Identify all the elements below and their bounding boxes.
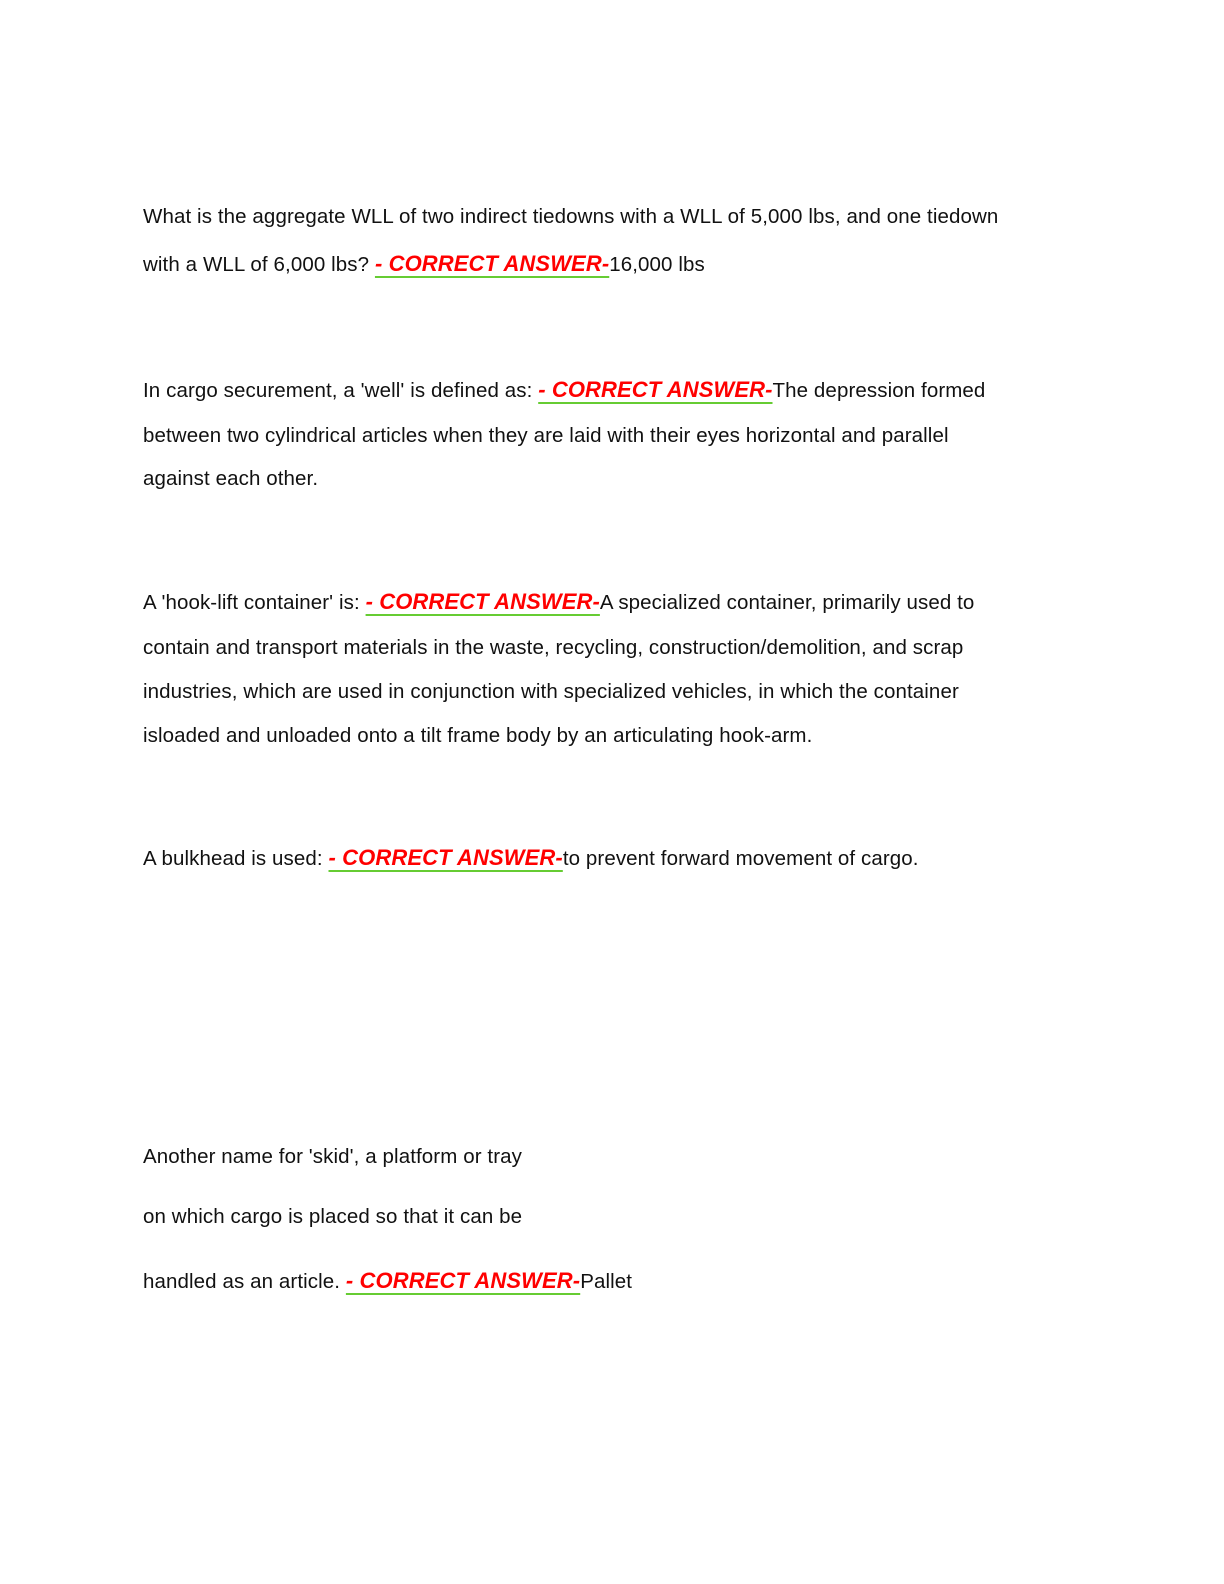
question-4-line-1 [143, 847, 919, 870]
question-2-line-1 [143, 379, 985, 402]
answer-text: against each other. [143, 467, 319, 490]
question-2-line-2 [143, 426, 949, 447]
question-5-line-1 [143, 1147, 522, 1168]
answer-text: contain and transport materials in the waste, recycling, construction/demolition, and scrap [143, 636, 964, 659]
answer-text: to prevent forward movement of cargo. [562, 847, 919, 870]
correct-answer-marker: - CORRECT ANSWER- [328, 845, 563, 870]
correct-answer-marker: - CORRECT ANSWER- [374, 251, 610, 276]
question-text: What is the aggregate WLL of two indirect tiedowns with a WLL of 5,000 lbs, and one tiedown [143, 205, 999, 228]
question-text: on which cargo is placed so that it can be [143, 1205, 523, 1228]
question-3-line-2 [143, 638, 963, 659]
question-3-line-3 [143, 682, 959, 703]
question-text: with a WLL of 6,000 lbs? [143, 253, 375, 276]
answer-text: isloaded and unloaded onto a tilt frame body by an articulating hook-arm. [143, 724, 813, 747]
correct-answer-marker: - CORRECT ANSWER- [365, 589, 600, 614]
answer-text: between two cylindrical articles when they are laid with their eyes horizontal and parallel [143, 424, 949, 447]
question-text: A bulkhead is used: [143, 847, 329, 870]
correct-answer-marker: - CORRECT ANSWER- [345, 1268, 581, 1293]
question-5-line-2 [143, 1207, 522, 1228]
answer-text: The depression formed [772, 379, 986, 402]
question-text: Another name for 'skid', a platform or tray [143, 1145, 523, 1168]
question-3-line-4 [143, 726, 812, 747]
question-text: A 'hook-lift container' is: [143, 591, 366, 614]
question-text: In cargo securement, a 'well' is defined as: [143, 379, 539, 402]
question-text: handled as an article. [143, 1270, 346, 1293]
question-1-line-2 [143, 253, 705, 276]
question-3-line-1 [143, 591, 974, 614]
question-1-line-1 [143, 207, 998, 228]
question-2-line-3 [143, 469, 318, 490]
answer-text: 16,000 lbs [609, 253, 705, 276]
question-5-line-3 [143, 1270, 632, 1293]
answer-text: Pallet [580, 1270, 633, 1293]
correct-answer-marker: - CORRECT ANSWER- [538, 377, 773, 402]
answer-text: industries, which are used in conjunction with specialized vehicles, in which the container [143, 680, 959, 703]
answer-text: A specialized container, primarily used to [599, 591, 975, 614]
